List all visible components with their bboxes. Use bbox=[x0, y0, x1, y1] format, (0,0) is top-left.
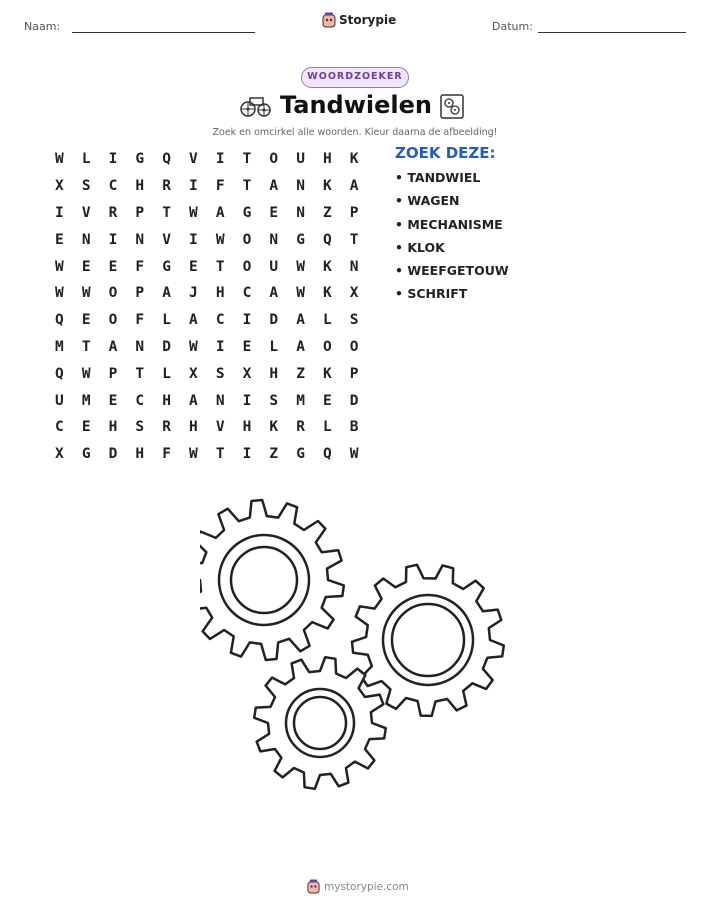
grid-cell: W bbox=[55, 285, 64, 302]
grid-cell: T bbox=[81, 338, 91, 355]
grid-cell: E bbox=[242, 338, 252, 355]
grid-cell: S bbox=[215, 365, 225, 382]
grid-cell: T bbox=[349, 231, 359, 248]
grid-cell: N bbox=[81, 231, 91, 248]
grid-cell: E bbox=[81, 258, 91, 275]
storypie-mascot-icon bbox=[322, 12, 336, 28]
grid-row bbox=[46, 360, 368, 387]
grid-cell: I bbox=[242, 392, 252, 409]
word-list bbox=[395, 170, 509, 310]
grid-cell: E bbox=[108, 392, 118, 409]
activity-badge: WOORDZOEKER bbox=[301, 67, 409, 88]
grid-row bbox=[46, 441, 368, 468]
grid-cell: Q bbox=[162, 151, 171, 168]
grid-cell: H bbox=[242, 419, 252, 436]
grid-cell: V bbox=[81, 204, 91, 221]
grid-row bbox=[46, 173, 368, 200]
grid-cell: A bbox=[296, 312, 305, 329]
grid-cell: O bbox=[349, 338, 359, 355]
word-item: • SCHRIFT bbox=[395, 286, 468, 302]
grid-cell: T bbox=[242, 178, 252, 195]
grid-row bbox=[46, 200, 368, 227]
grid-cell: W bbox=[189, 446, 198, 463]
grid-cell: M bbox=[55, 338, 64, 355]
name-label: Naam: bbox=[24, 20, 61, 33]
grid-cell: Z bbox=[296, 365, 305, 382]
grid-cell: T bbox=[215, 446, 225, 463]
grid-cell: P bbox=[108, 365, 118, 382]
grid-cell: W bbox=[296, 285, 305, 302]
word-item: • WEEFGETOUW bbox=[395, 263, 509, 279]
grid-cell: Q bbox=[55, 365, 64, 382]
grid-cell: I bbox=[242, 312, 252, 329]
grid-cell: W bbox=[189, 338, 198, 355]
grid-cell: K bbox=[269, 419, 279, 436]
date-line bbox=[538, 32, 686, 33]
grid-cell: F bbox=[135, 312, 145, 329]
gears-illustration bbox=[200, 490, 510, 800]
grid-cell: M bbox=[296, 392, 305, 409]
grid-cell: C bbox=[242, 285, 252, 302]
grid-cell: C bbox=[215, 312, 225, 329]
grid-cell: L bbox=[162, 365, 171, 382]
grid-row bbox=[46, 146, 368, 173]
grid-cell: E bbox=[55, 231, 64, 248]
grid-cell: S bbox=[269, 392, 279, 409]
grid-cell: L bbox=[269, 338, 279, 355]
grid-cell: P bbox=[135, 204, 145, 221]
grid-cell: A bbox=[189, 312, 198, 329]
storypie-logo bbox=[322, 12, 396, 28]
grid-cell: W bbox=[55, 258, 64, 275]
grid-cell: E bbox=[108, 258, 118, 275]
grid-cell: W bbox=[296, 258, 305, 275]
grid-cell: I bbox=[108, 231, 118, 248]
grid-cell: O bbox=[242, 258, 252, 275]
grid-cell: G bbox=[162, 258, 171, 275]
grid-cell: O bbox=[269, 151, 279, 168]
grid-cell: O bbox=[323, 338, 332, 355]
gear bbox=[200, 500, 344, 660]
grid-cell: V bbox=[215, 419, 225, 436]
grid-cell: I bbox=[108, 151, 118, 168]
grid-cell: Z bbox=[269, 446, 279, 463]
grid-cell: R bbox=[162, 178, 171, 195]
word-search-grid bbox=[46, 146, 368, 468]
grid-cell: W bbox=[215, 231, 225, 248]
grid-cell: A bbox=[189, 392, 198, 409]
grid-cell: G bbox=[242, 204, 252, 221]
grid-cell: A bbox=[215, 204, 225, 221]
grid-cell: K bbox=[323, 258, 332, 275]
grid-cell: V bbox=[189, 151, 198, 168]
grid-cell: E bbox=[81, 312, 91, 329]
grid-cell: A bbox=[296, 338, 305, 355]
brand-name: Storypie bbox=[339, 13, 397, 27]
grid-cell: S bbox=[135, 419, 145, 436]
grid-cell: E bbox=[81, 419, 91, 436]
grid-row bbox=[46, 414, 368, 441]
footer-url: mystorypie.com bbox=[324, 880, 409, 893]
grid-cell: F bbox=[215, 178, 225, 195]
grid-cell: R bbox=[162, 419, 171, 436]
grid-cell: N bbox=[296, 178, 305, 195]
grid-cell: N bbox=[135, 231, 145, 248]
grid-cell: D bbox=[108, 446, 118, 463]
grid-cell: C bbox=[135, 392, 145, 409]
grid-cell: O bbox=[108, 312, 118, 329]
grid-cell: H bbox=[215, 285, 225, 302]
grid-cell: V bbox=[162, 231, 171, 248]
grid-cell: E bbox=[323, 392, 332, 409]
grid-row bbox=[46, 387, 368, 414]
grid-cell: L bbox=[323, 419, 332, 436]
grid-cell: I bbox=[215, 151, 225, 168]
grid-cell: M bbox=[81, 392, 91, 409]
grid-cell: H bbox=[135, 178, 145, 195]
grid-cell: P bbox=[349, 365, 359, 382]
grid-cell: S bbox=[349, 312, 359, 329]
grid-cell: Q bbox=[323, 446, 332, 463]
grid-cell: H bbox=[162, 392, 171, 409]
grid-cell: Z bbox=[323, 204, 332, 221]
grid-cell: E bbox=[269, 204, 279, 221]
grid-cell: H bbox=[323, 151, 332, 168]
grid-cell: B bbox=[349, 419, 359, 436]
grid-cell: F bbox=[135, 258, 145, 275]
grid-cell: K bbox=[323, 365, 332, 382]
grid-cell: R bbox=[108, 204, 118, 221]
storypie-mascot-icon bbox=[307, 879, 320, 894]
grid-cell: C bbox=[55, 419, 64, 436]
grid-cell: A bbox=[269, 178, 279, 195]
word-item: • WAGEN bbox=[395, 193, 460, 209]
grid-cell: W bbox=[81, 365, 91, 382]
name-line bbox=[72, 32, 255, 33]
grid-cell: W bbox=[349, 446, 359, 463]
grid-cell: D bbox=[162, 338, 171, 355]
grid-cell: Q bbox=[323, 231, 332, 248]
grid-cell: W bbox=[81, 285, 91, 302]
grid-cell: G bbox=[296, 446, 305, 463]
grid-cell: H bbox=[135, 446, 145, 463]
grid-cell: W bbox=[189, 204, 198, 221]
grid-cell: D bbox=[269, 312, 279, 329]
grid-cell: J bbox=[189, 285, 198, 302]
grid-cell: C bbox=[108, 178, 118, 195]
grid-cell: I bbox=[189, 231, 198, 248]
cart-wheel-icon bbox=[240, 94, 272, 118]
grid-row bbox=[46, 253, 368, 280]
grid-cell: H bbox=[269, 365, 279, 382]
grid-cell: N bbox=[349, 258, 359, 275]
grid-cell: A bbox=[349, 178, 359, 195]
grid-cell: N bbox=[215, 392, 225, 409]
grid-cell: S bbox=[81, 178, 91, 195]
grid-cell: N bbox=[296, 204, 305, 221]
grid-cell: X bbox=[349, 285, 359, 302]
grid-cell: O bbox=[242, 231, 252, 248]
grid-cell: N bbox=[269, 231, 279, 248]
grid-cell: K bbox=[323, 178, 332, 195]
word-item: • MECHANISME bbox=[395, 216, 503, 232]
grid-row bbox=[46, 307, 368, 334]
grid-cell: F bbox=[162, 446, 171, 463]
grid-cell: N bbox=[135, 338, 145, 355]
grid-cell: H bbox=[189, 419, 198, 436]
word-list-title: ZOEK DEZE: bbox=[395, 144, 496, 162]
instructions: Zoek en omcirkel alle woorden. Kleur daarna de afbeelding! bbox=[212, 127, 498, 138]
grid-cell: R bbox=[296, 419, 305, 436]
grid-cell: Q bbox=[55, 312, 64, 329]
grid-cell: O bbox=[108, 285, 118, 302]
grid-cell: I bbox=[189, 178, 198, 195]
grid-cell: I bbox=[242, 446, 252, 463]
grid-cell: U bbox=[55, 392, 64, 409]
grid-cell: A bbox=[269, 285, 279, 302]
grid-cell: I bbox=[215, 338, 225, 355]
grid-cell: D bbox=[349, 392, 359, 409]
word-item: • KLOK bbox=[395, 239, 445, 255]
grid-cell: X bbox=[55, 178, 64, 195]
grid-row bbox=[46, 226, 368, 253]
grid-cell: L bbox=[162, 312, 171, 329]
grid-cell: P bbox=[349, 204, 359, 221]
grid-cell: G bbox=[135, 151, 145, 168]
page-title: Tandwielen bbox=[280, 91, 433, 119]
grid-cell: P bbox=[135, 285, 145, 302]
word-item: • TANDWIEL bbox=[395, 170, 481, 185]
grid-cell: T bbox=[162, 204, 171, 221]
grid-cell: A bbox=[108, 338, 118, 355]
grid-cell: K bbox=[323, 285, 332, 302]
date-label: Datum: bbox=[492, 20, 533, 33]
grid-cell: X bbox=[189, 365, 198, 382]
grid-cell: L bbox=[323, 312, 332, 329]
grid-cell: G bbox=[296, 231, 305, 248]
grid-cell: H bbox=[108, 419, 118, 436]
grid-cell: E bbox=[189, 258, 198, 275]
grid-cell: U bbox=[296, 151, 305, 168]
grid-cell: X bbox=[242, 365, 252, 382]
footer bbox=[307, 879, 409, 894]
grid-cell: I bbox=[55, 204, 64, 221]
grid-cell: L bbox=[81, 151, 91, 168]
grid-cell: U bbox=[269, 258, 279, 275]
clock-mechanism-icon bbox=[439, 93, 465, 120]
grid-cell: G bbox=[81, 446, 91, 463]
grid-cell: W bbox=[55, 151, 64, 168]
gear bbox=[352, 565, 504, 716]
grid-row bbox=[46, 280, 368, 307]
grid-cell: T bbox=[242, 151, 252, 168]
grid-cell: T bbox=[135, 365, 145, 382]
grid-cell: T bbox=[215, 258, 225, 275]
grid-row bbox=[46, 334, 368, 361]
grid-cell: K bbox=[349, 151, 359, 168]
grid-cell: A bbox=[162, 285, 171, 302]
grid-cell: X bbox=[55, 446, 64, 463]
